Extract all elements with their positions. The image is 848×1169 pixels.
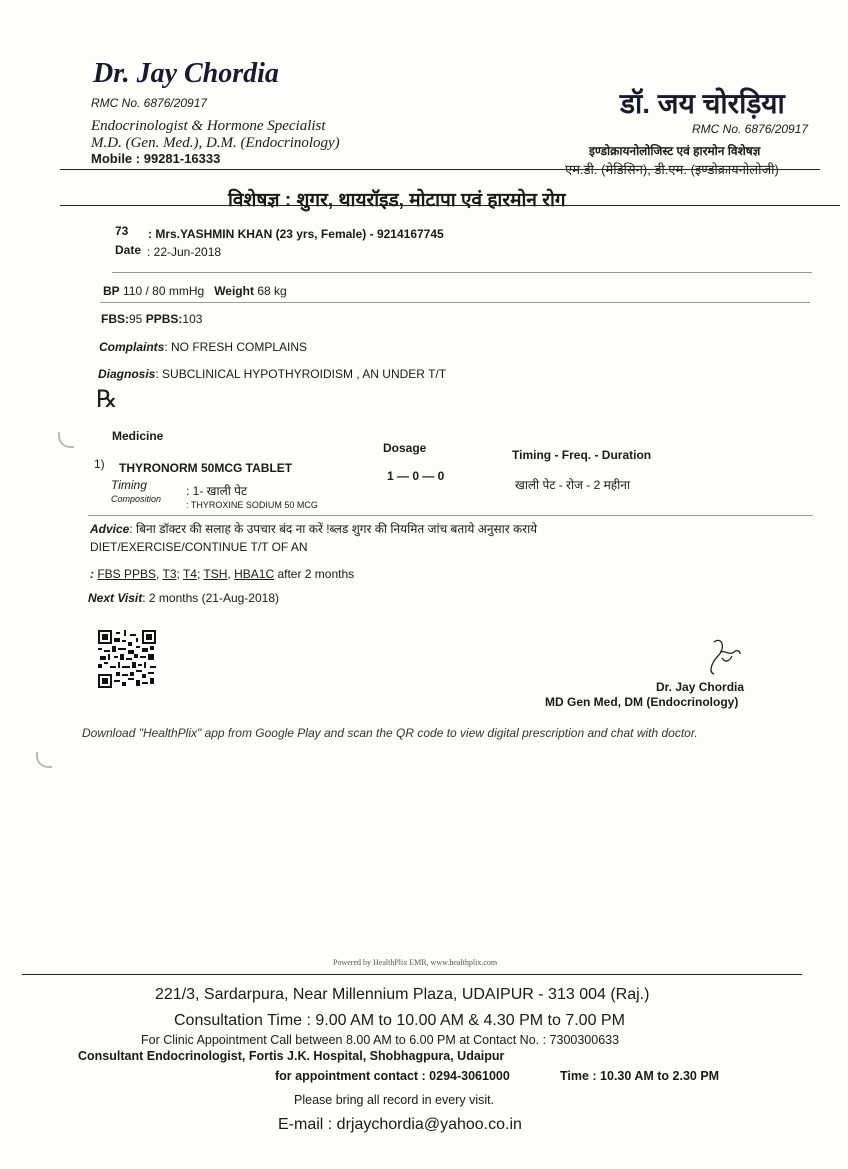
- ppbs-label: PPBS:: [145, 312, 183, 326]
- sugar-line: [101, 312, 202, 326]
- medicine-name: THYRONORM 50MCG TABLET: [119, 461, 293, 475]
- doctor-name-hindi: डॉ. जय चोरड़िया: [620, 88, 785, 119]
- signature-scribble: [700, 638, 742, 678]
- header-divider-top: [60, 169, 820, 170]
- doctor-degrees: M.D. (Gen. Med.), D.M. (Endocrinology): [91, 135, 340, 151]
- ppbs-value: 103: [182, 312, 203, 326]
- date-value: : 22-Jun-2018: [147, 245, 222, 259]
- medicine-index: 1): [94, 457, 105, 471]
- footer-consultation-time: Consultation Time : 9.00 AM to 10.00 AM & 4.30 PM to 7.00 PM: [174, 1012, 625, 1029]
- signature-degree: MD Gen Med, DM (Endocrinology): [545, 695, 739, 709]
- advice-label: Advice: [90, 522, 130, 536]
- composition-label: Composition: [111, 494, 162, 504]
- tests-suffix: after 2 months: [277, 567, 355, 581]
- footer-clinic-appointment: For Clinic Appointment Call between 8.00 AM to 6.00 PM at Contact No. : 7300300633: [141, 1033, 620, 1047]
- bp-value: 110 / 80 mmHg: [123, 284, 205, 298]
- medicine-header: Medicine: [112, 429, 164, 443]
- punch-hole-mark: [36, 752, 52, 768]
- medicine-dosage: 1 — 0 — 0: [387, 469, 445, 483]
- timing-header: Timing - Freq. - Duration: [512, 448, 652, 462]
- test-item: TSH: [203, 567, 228, 581]
- specialty-hindi: इण्डोक्रायनोलोजिस्ट एवं हारमोन विशेषज्ञ: [589, 144, 761, 158]
- doctor-mobile: Mobile : 99281-16333: [91, 151, 221, 166]
- fbs-value: 95: [129, 312, 143, 326]
- next-visit: [88, 591, 279, 605]
- qr-code[interactable]: [97, 630, 157, 688]
- weight-label: Weight: [214, 284, 254, 298]
- footer-divider: [22, 974, 802, 975]
- degrees-hindi: एम.डी. (मेडिसिन), डी.एम. (इण्डोक्रायनोलोजी): [565, 162, 779, 177]
- test-item: T3: [162, 567, 177, 581]
- complaints-label: Complaints: [99, 340, 165, 354]
- punch-hole-mark: [58, 432, 74, 448]
- footer-hospital-time: Time : 10.30 AM to 2.30 PM: [560, 1069, 720, 1083]
- doctor-name: Dr. Jay Chordia: [93, 58, 279, 89]
- patient-divider: [112, 272, 812, 273]
- complaints: [99, 340, 307, 354]
- vitals-divider: [100, 302, 810, 303]
- bp-label: BP: [103, 284, 120, 298]
- next-visit-value: : 2 months (21-Aug-2018): [142, 591, 279, 605]
- footer-appointment-contact: for appointment contact : 0294-3061000: [275, 1069, 510, 1083]
- footer-address: 221/3, Sardarpura, Near Millennium Plaza, UDAIPUR - 313 004 (Raj.): [155, 986, 650, 1003]
- rx-symbol: ℞: [96, 387, 118, 413]
- download-note: Download "HealthPlix" app from Google Play and scan the QR code to view digital prescription and chat with doctor.: [82, 726, 698, 740]
- footer-email: E-mail : drjaychordia@yahoo.co.in: [278, 1116, 522, 1133]
- weight-value: 68 kg: [257, 284, 287, 298]
- rmc-number-right: RMC No. 6876/20917: [692, 122, 809, 136]
- test-item: HBA1C: [234, 567, 275, 581]
- tests-prefix: :: [90, 567, 94, 581]
- advice-divider: [88, 515, 813, 516]
- timing-value: : 1- खाली पेट: [186, 484, 248, 498]
- complaints-value: : NO FRESH COMPLAINS: [164, 340, 308, 354]
- date-label: Date: [115, 243, 142, 257]
- patient-id: 73: [115, 224, 129, 238]
- advice-line-1: [90, 520, 537, 537]
- signature-name: Dr. Jay Chordia: [656, 680, 745, 694]
- test-item: FBS PPBS: [97, 567, 157, 581]
- test-item: T4: [182, 567, 197, 581]
- diagnosis: [98, 367, 446, 381]
- footer-records-note: Please bring all record in every visit.: [294, 1093, 495, 1107]
- timing-label: Timing: [111, 478, 147, 492]
- diagnosis-label: Diagnosis: [98, 367, 156, 381]
- footer-consultant-hospital: Consultant Endocrinologist, Fortis J.K. Hospital, Shobhagpura, Udaipur: [78, 1049, 505, 1063]
- advice-line-2: DIET/EXERCISE/CONTINUE T/T OF AN: [90, 540, 308, 554]
- dosage-header: Dosage: [383, 441, 427, 455]
- patient-details: : Mrs.YASHMIN KHAN (23 yrs, Female) - 9214167745: [148, 227, 444, 241]
- composition-value: : THYROXINE SODIUM 50 MCG: [186, 500, 318, 510]
- diagnosis-value: : SUBCLINICAL HYPOTHYROIDISM , AN UNDER T/T: [155, 367, 447, 381]
- powered-by: Powered by HealthPlix EMR, www.healthplix.com: [333, 958, 498, 967]
- specialty-banner: विशेषज्ञ : शुगर, थायरॉइड, मोटापा एवं हारमोन रोग: [228, 190, 566, 211]
- next-visit-label: Next Visit: [88, 591, 143, 605]
- rmc-number-left: RMC No. 6876/20917: [91, 96, 208, 110]
- vitals-line: [103, 284, 287, 298]
- doctor-specialty: Endocrinologist & Hormone Specialist: [91, 118, 326, 134]
- header-divider-bottom: [60, 205, 840, 206]
- fbs-label: FBS:: [101, 312, 129, 326]
- medicine-timing-freq: खाली पेट - रोज - 2 महीना: [515, 478, 631, 492]
- advice-text: : बिना डॉक्टर की सलाह के उपचार बंद ना करें !ब्लड शुगर की नियमित जांच बताये अनुसार कराये: [129, 522, 538, 536]
- tests-line: : FBS PPBS, T3; T4; TSH, HBA1C after 2 months: [90, 567, 355, 581]
